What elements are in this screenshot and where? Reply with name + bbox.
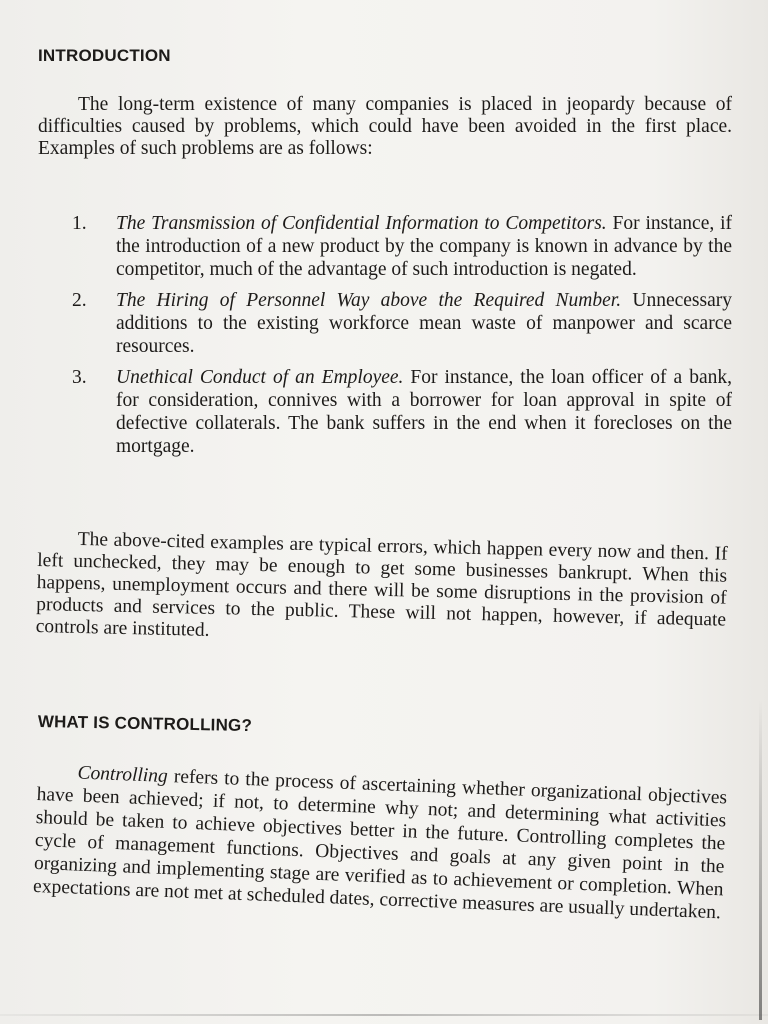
controlling-paragraph [33, 760, 728, 924]
list-item [72, 289, 732, 358]
examples-list [72, 212, 732, 466]
list-item-body [116, 212, 732, 281]
list-item-lead: The Transmission of Confidential Information to Competitors. [116, 213, 607, 234]
list-item-number: 3. [72, 367, 87, 388]
page-edge-shadow [759, 700, 762, 1020]
list-item-lead: The Hiring of Personnel Way above the Required Number. [116, 290, 622, 311]
list-item-lead: Unethical Conduct of an Employee. [116, 367, 404, 388]
section-heading-introduction: INTRODUCTION [38, 46, 171, 65]
list-item-text: For instance, the loan officer of a bank, for consideration, connives with a borrower for loan approval in spite of defective collaterals. The bank suffers in the end when it forecloses on the mortgage. [116, 367, 732, 457]
closing-paragraph: The above-cited examples are typical errors, which happen every now and then. If left unchecked, they may be enough to get some businesses bankrupt. When this happens, unemployment occurs and there will be some disruptions in the provision of products and services to the public. These will not happen, however, if adequate controls are instituted. [35, 528, 728, 641]
intro-paragraph: The long-term existence of many companies is placed in jeopardy because of difficulties caused by problems, which could have been avoided in the first place. Examples of such problems are as follows: [38, 94, 732, 159]
list-item-text: Unnecessary additions to the existing workforce mean waste of manpower and scarce resources. [116, 290, 732, 357]
section-heading-controlling: WHAT IS CONTROLLING? [37, 712, 253, 736]
list-item [72, 212, 732, 281]
page-bottom-edge [0, 1014, 768, 1016]
list-item-number: 1. [72, 213, 87, 234]
controlling-definition: refers to the process of ascertaining whether organizational objectives have been achieved; if not, to determine why not; and determining what activities should be taken to achieve objectives better in the future. Controlling completes the cycle of management functions. Objectives and goals at any given point in the organizing and implementing stage are verified as to achievement or completion. When expectations are not met at scheduled dates, corrective measures are usually undertaken. [32, 766, 728, 924]
list-item-number: 2. [72, 290, 87, 311]
list-item-body [116, 366, 732, 458]
controlling-term: Controlling [77, 762, 169, 787]
list-item-text: For instance, if the introduction of a new product by the company is known in advance by the competitor, much of the advantage of such introduction is negated. [116, 213, 732, 280]
list-item-body [116, 289, 732, 358]
list-item [72, 366, 732, 458]
